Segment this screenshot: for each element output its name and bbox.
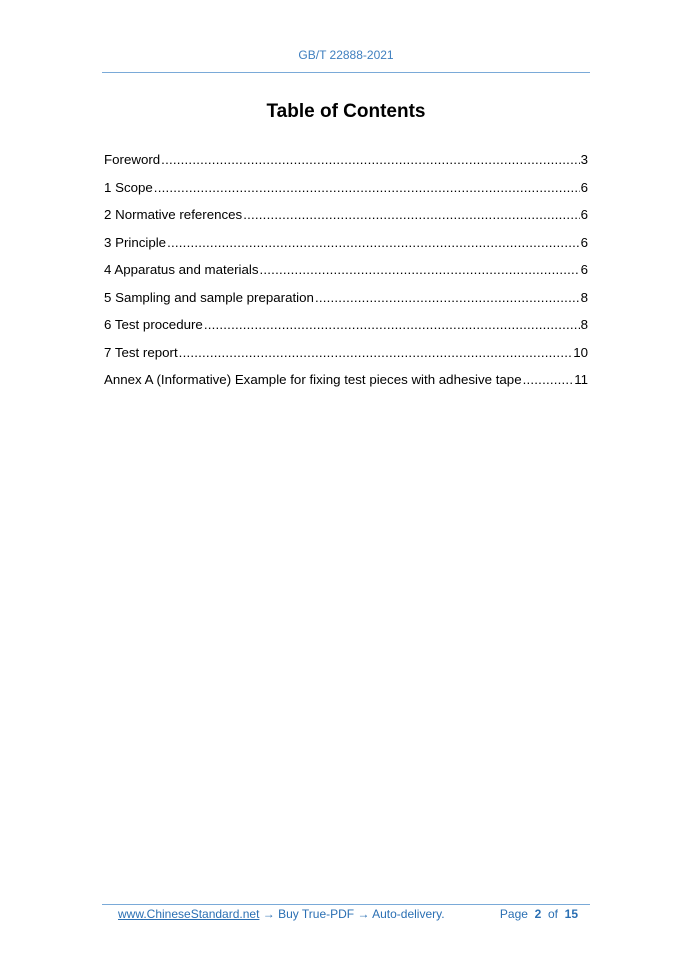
- footer-divider: [102, 904, 590, 905]
- footer-tagline: → Buy True-PDF → Auto-delivery.: [259, 907, 445, 921]
- page-footer: [102, 907, 590, 923]
- toc-leader-dots: [523, 372, 574, 387]
- toc-leader-dots: [179, 345, 573, 360]
- toc-leader-dots: [204, 317, 580, 332]
- website-link[interactable]: www.ChineseStandard.net: [118, 907, 260, 921]
- page-word: Page: [499, 907, 528, 921]
- toc-entry-page: 10: [573, 344, 588, 360]
- toc-entry-label: Foreword: [104, 152, 161, 168]
- toc-entry-label: 5 Sampling and sample preparation: [104, 289, 314, 305]
- toc-entry-page: 6: [580, 207, 588, 223]
- toc-entry-sampling[interactable]: [104, 284, 588, 312]
- toc-entry-label: 3 Principle: [104, 234, 167, 250]
- toc-entry-page: 6: [580, 179, 588, 195]
- toc-leader-dots: [315, 290, 580, 305]
- toc-entry-test-report[interactable]: [104, 339, 588, 367]
- toc-entry-label: 7 Test report: [104, 344, 178, 360]
- total-pages-number: 15: [564, 907, 578, 921]
- footer-promo: [118, 907, 445, 921]
- table-of-contents: [104, 146, 588, 394]
- toc-entry-scope[interactable]: [104, 174, 588, 202]
- toc-entry-page: 6: [580, 262, 588, 278]
- toc-entry-label: 4 Apparatus and materials: [104, 262, 259, 278]
- header-divider: [102, 72, 590, 73]
- toc-entry-label: 6 Test procedure: [104, 317, 203, 333]
- toc-entry-test-procedure[interactable]: [104, 311, 588, 339]
- of-word: of: [547, 907, 558, 921]
- toc-entry-page: 11: [574, 372, 588, 388]
- toc-entry-label: 2 Normative references: [104, 207, 243, 223]
- toc-entry-page: 8: [580, 289, 588, 305]
- toc-entry-page: 8: [580, 317, 588, 333]
- toc-entry-annex-a[interactable]: [104, 366, 588, 394]
- toc-leader-dots: [243, 207, 579, 222]
- toc-entry-foreword[interactable]: [104, 146, 588, 174]
- toc-entry-page: 6: [580, 234, 588, 250]
- page-counter: [500, 907, 578, 921]
- toc-leader-dots: [161, 152, 579, 167]
- toc-leader-dots: [167, 235, 580, 250]
- toc-entry-label: Annex A (Informative) Example for fixing test pieces with adhesive tape: [104, 372, 522, 388]
- current-page-number: 2: [534, 907, 542, 921]
- toc-entry-apparatus[interactable]: [104, 256, 588, 284]
- toc-leader-dots: [260, 262, 580, 277]
- toc-entry-principle[interactable]: [104, 229, 588, 257]
- toc-entry-normative-references[interactable]: [104, 201, 588, 229]
- page-header: GB/T 22888-2021: [298, 48, 394, 62]
- toc-entry-label: 1 Scope: [104, 179, 153, 195]
- page-title: Table of Contents: [266, 101, 426, 122]
- toc-entry-page: 3: [580, 152, 588, 168]
- toc-leader-dots: [154, 180, 580, 195]
